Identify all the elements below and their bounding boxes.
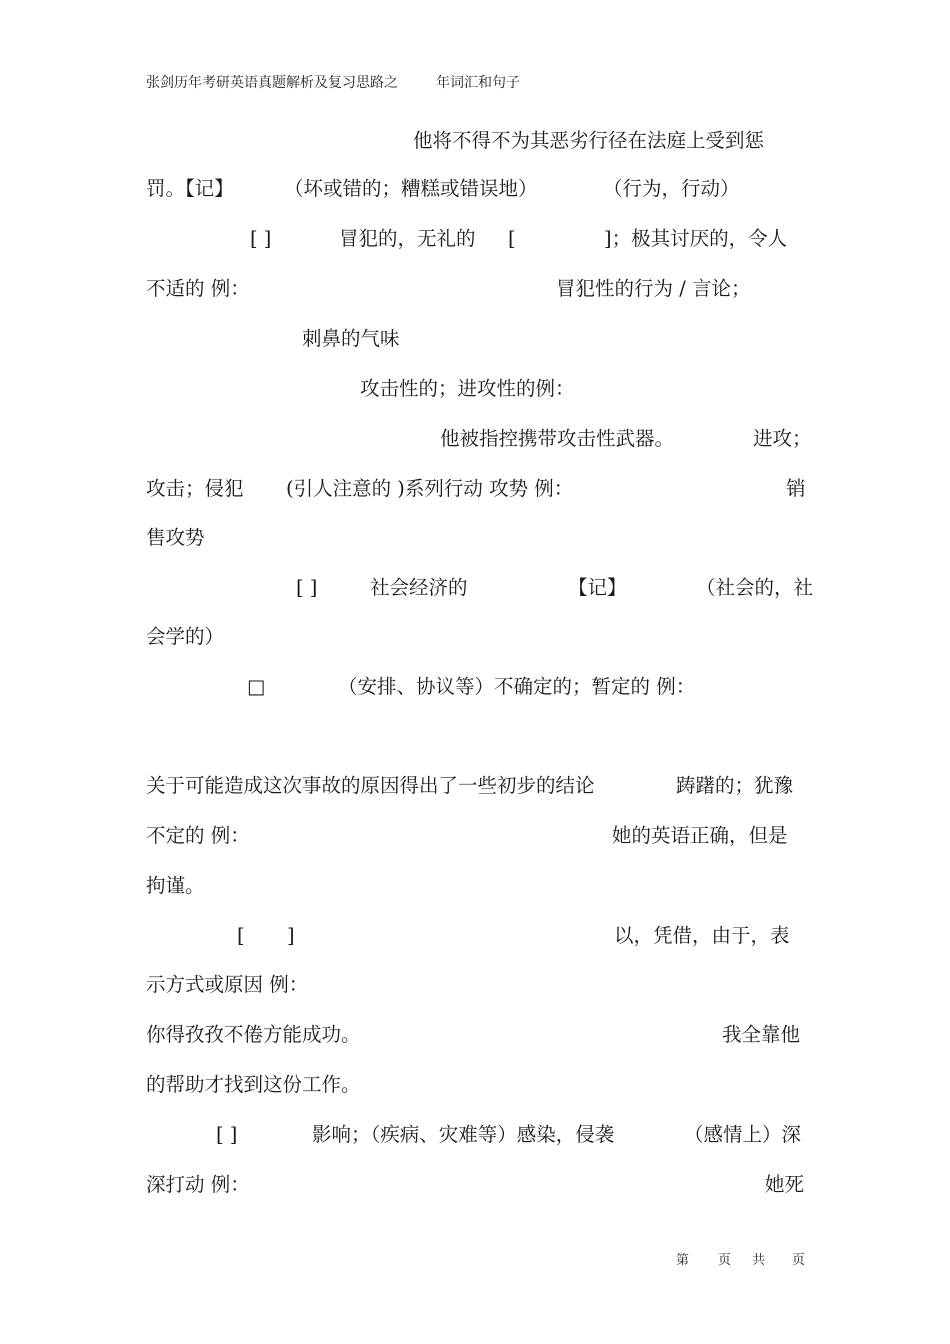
text-line-4-segment-0: 刺鼻的气味 [302,327,400,350]
text-line-5-segment-0: 攻击性的；进攻性的例： [360,377,575,400]
page-header [146,72,520,92]
text-line-6-segment-0: 他被指控携带攻击性武器。 [440,427,675,450]
text-line-20-segment-1: 她死 [765,1173,805,1196]
text-line-20-segment-0: 深打动 例： [146,1173,250,1196]
text-line-2-segment-0: [ ] [250,227,272,250]
text-line-7-segment-0: 攻击；侵犯 [146,477,244,500]
text-line-2-segment-3: ]；极其讨厌的，令人 [604,227,788,250]
text-line-7-segment-1: (引人注意的 )系列行动 攻势 例： [286,477,574,500]
text-line-15-segment-2: 以，凭借，由于，表 [614,924,790,947]
text-line-1-segment-0: 罚。【记】 [146,177,234,200]
text-line-15-segment-1: ] [287,924,295,947]
text-line-15-segment-0: [ [237,924,245,947]
footer-ye2: 页 [791,1253,806,1268]
text-line-9-segment-0: [ ] [296,576,318,599]
text-line-13-segment-1: 她的英语正确，但是 [612,824,788,847]
text-line-3-segment-0: 不适的 例： [146,277,250,300]
text-line-19-segment-1: 影响；（疾病、灾难等）感染，侵袭 [312,1123,615,1146]
text-line-0-segment-0: 他将不得不为其恶劣行径在法庭上受到惩 [413,129,765,152]
text-line-12-segment-0: 关于可能造成这次事故的原因得出了一些初步的结论 [146,774,595,797]
footer-ye: 页 [717,1253,732,1268]
text-line-10-segment-0: 会学的） [146,625,225,648]
text-line-2-segment-1: 冒犯的，无礼的 [339,227,476,250]
text-line-11-segment-0: □ [247,675,266,698]
text-line-2-segment-2: [ [508,227,516,250]
text-line-11-segment-1: （安排、协议等）不确定的；暂定的 例： [338,675,696,698]
text-line-1-segment-2: （行为，行动） [603,177,740,200]
text-line-18-segment-0: 的帮助才找到这份工作。 [146,1073,361,1096]
footer-di: 第 [675,1253,690,1268]
text-line-9-segment-3: （社会的，社 [696,576,814,599]
footer-gong: 共 [751,1253,766,1268]
text-line-7-segment-2: 销 [786,477,806,500]
text-line-13-segment-0: 不定的 例： [146,824,250,847]
text-line-12-segment-1: 踌躇的；犹豫 [676,774,794,797]
text-line-3-segment-1: 冒犯性的行为 / 言论； [556,277,751,300]
text-line-17-segment-0: 你得孜孜不倦方能成功。 [146,1023,361,1046]
text-line-14-segment-0: 拘谨。 [146,874,205,897]
text-line-19-segment-2: （感情上）深 [684,1123,802,1146]
text-line-1-segment-1: （坏或错的；糟糕或错误地） [284,177,538,200]
header-title-right: 年词汇和句子 [436,75,520,91]
text-line-9-segment-1: 社会经济的 [370,576,468,599]
page-footer [676,1249,806,1268]
text-line-17-segment-1: 我全靠他 [722,1023,801,1046]
text-line-19-segment-0: [ ] [216,1123,238,1146]
text-line-8-segment-0: 售攻势 [146,526,205,549]
text-line-6-segment-1: 进攻； [753,427,812,450]
text-line-9-segment-2: 【记】 [568,576,627,599]
header-title-left: 张剑历年考研英语真题解析及复习思路之 [146,75,398,91]
text-line-16-segment-0: 示方式或原因 例： [146,973,309,996]
